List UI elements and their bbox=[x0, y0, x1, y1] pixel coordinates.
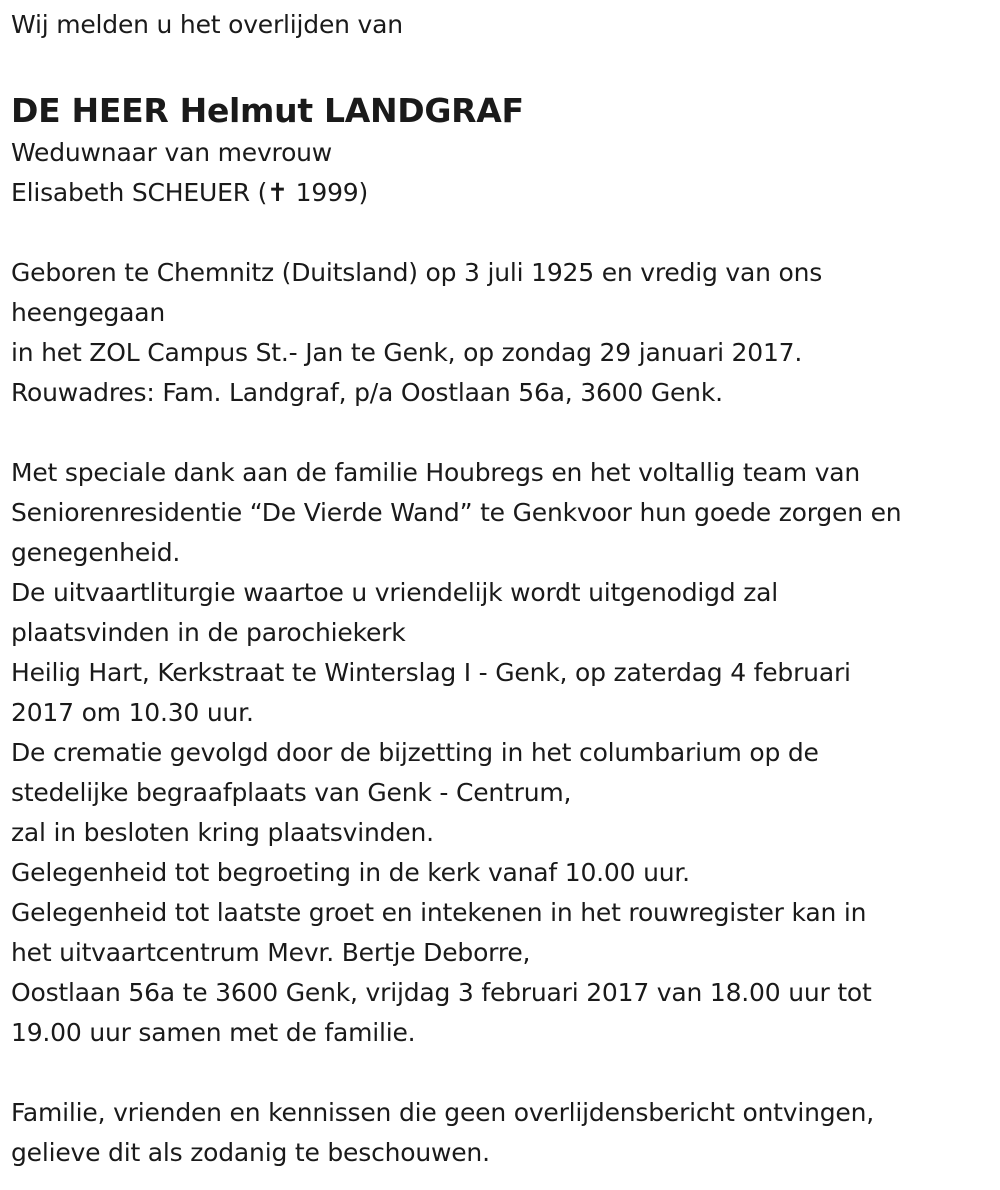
text-line: Seniorenresidentie “De Vierde Wand” te Genkvoor hun goede zorgen en bbox=[11, 498, 902, 527]
text-line: plaatsvinden in de parochiekerk bbox=[11, 618, 406, 647]
obituary-notice bbox=[11, 5, 986, 1173]
text-line: De crematie gevolgd door de bijzetting in het columbarium op de bbox=[11, 738, 819, 767]
text-line: Gelegenheid tot begroeting in de kerk vanaf 10.00 uur. bbox=[11, 858, 690, 887]
spacer bbox=[11, 1053, 986, 1093]
text-line: Oostlaan 56a te 3600 Genk, vrijdag 3 februari 2017 van 18.00 uur tot bbox=[11, 978, 872, 1007]
intro-text: Wij melden u het overlijden van bbox=[11, 10, 403, 39]
text-line: Familie, vrienden en kennissen die geen overlijdensbericht ontvingen, bbox=[11, 1098, 875, 1127]
text-line: stedelijke begraafplaats van Genk - Centrum, bbox=[11, 778, 572, 807]
spouse-line-2: Elisabeth SCHEUER (✝ 1999) bbox=[11, 178, 369, 207]
text-line: heengegaan bbox=[11, 298, 166, 327]
text-line: 19.00 uur samen met de familie. bbox=[11, 1018, 416, 1047]
text-line: Met speciale dank aan de familie Houbregs en het voltallig team van bbox=[11, 458, 861, 487]
text-line: in het ZOL Campus St.- Jan te Genk, op zondag 29 januari 2017. bbox=[11, 338, 803, 367]
spacer bbox=[11, 413, 986, 453]
text-line: genegenheid. bbox=[11, 538, 181, 567]
text-line: zal in besloten kring plaatsvinden. bbox=[11, 818, 434, 847]
closing-paragraph bbox=[11, 1093, 986, 1173]
mourning-address: Rouwadres: Fam. Landgraf, p/a Oostlaan 56a, 3600 Genk. bbox=[11, 378, 723, 407]
text-line: Heilig Hart, Kerkstraat te Winterslag I - Genk, op zaterdag 4 februari bbox=[11, 658, 851, 687]
text-line: De uitvaartliturgie waartoe u vriendelijk wordt uitgenodigd zal bbox=[11, 578, 779, 607]
text-line: Gelegenheid tot laatste groet en intekenen in het rouwregister kan in bbox=[11, 898, 867, 927]
spouse-line-1: Weduwnaar van mevrouw bbox=[11, 138, 333, 167]
spacer bbox=[11, 213, 986, 253]
text-line: gelieve dit als zodanig te beschouwen. bbox=[11, 1138, 490, 1167]
funeral-details-paragraph bbox=[11, 453, 986, 1053]
text-line: Geboren te Chemnitz (Duitsland) op 3 juli 1925 en vredig van ons bbox=[11, 258, 823, 287]
text-line: 2017 om 10.30 uur. bbox=[11, 698, 254, 727]
birth-death-paragraph bbox=[11, 253, 986, 413]
text-line: het uitvaartcentrum Mevr. Bertje Deborre, bbox=[11, 938, 531, 967]
deceased-name: DE HEER Helmut LANDGRAF bbox=[11, 91, 524, 130]
